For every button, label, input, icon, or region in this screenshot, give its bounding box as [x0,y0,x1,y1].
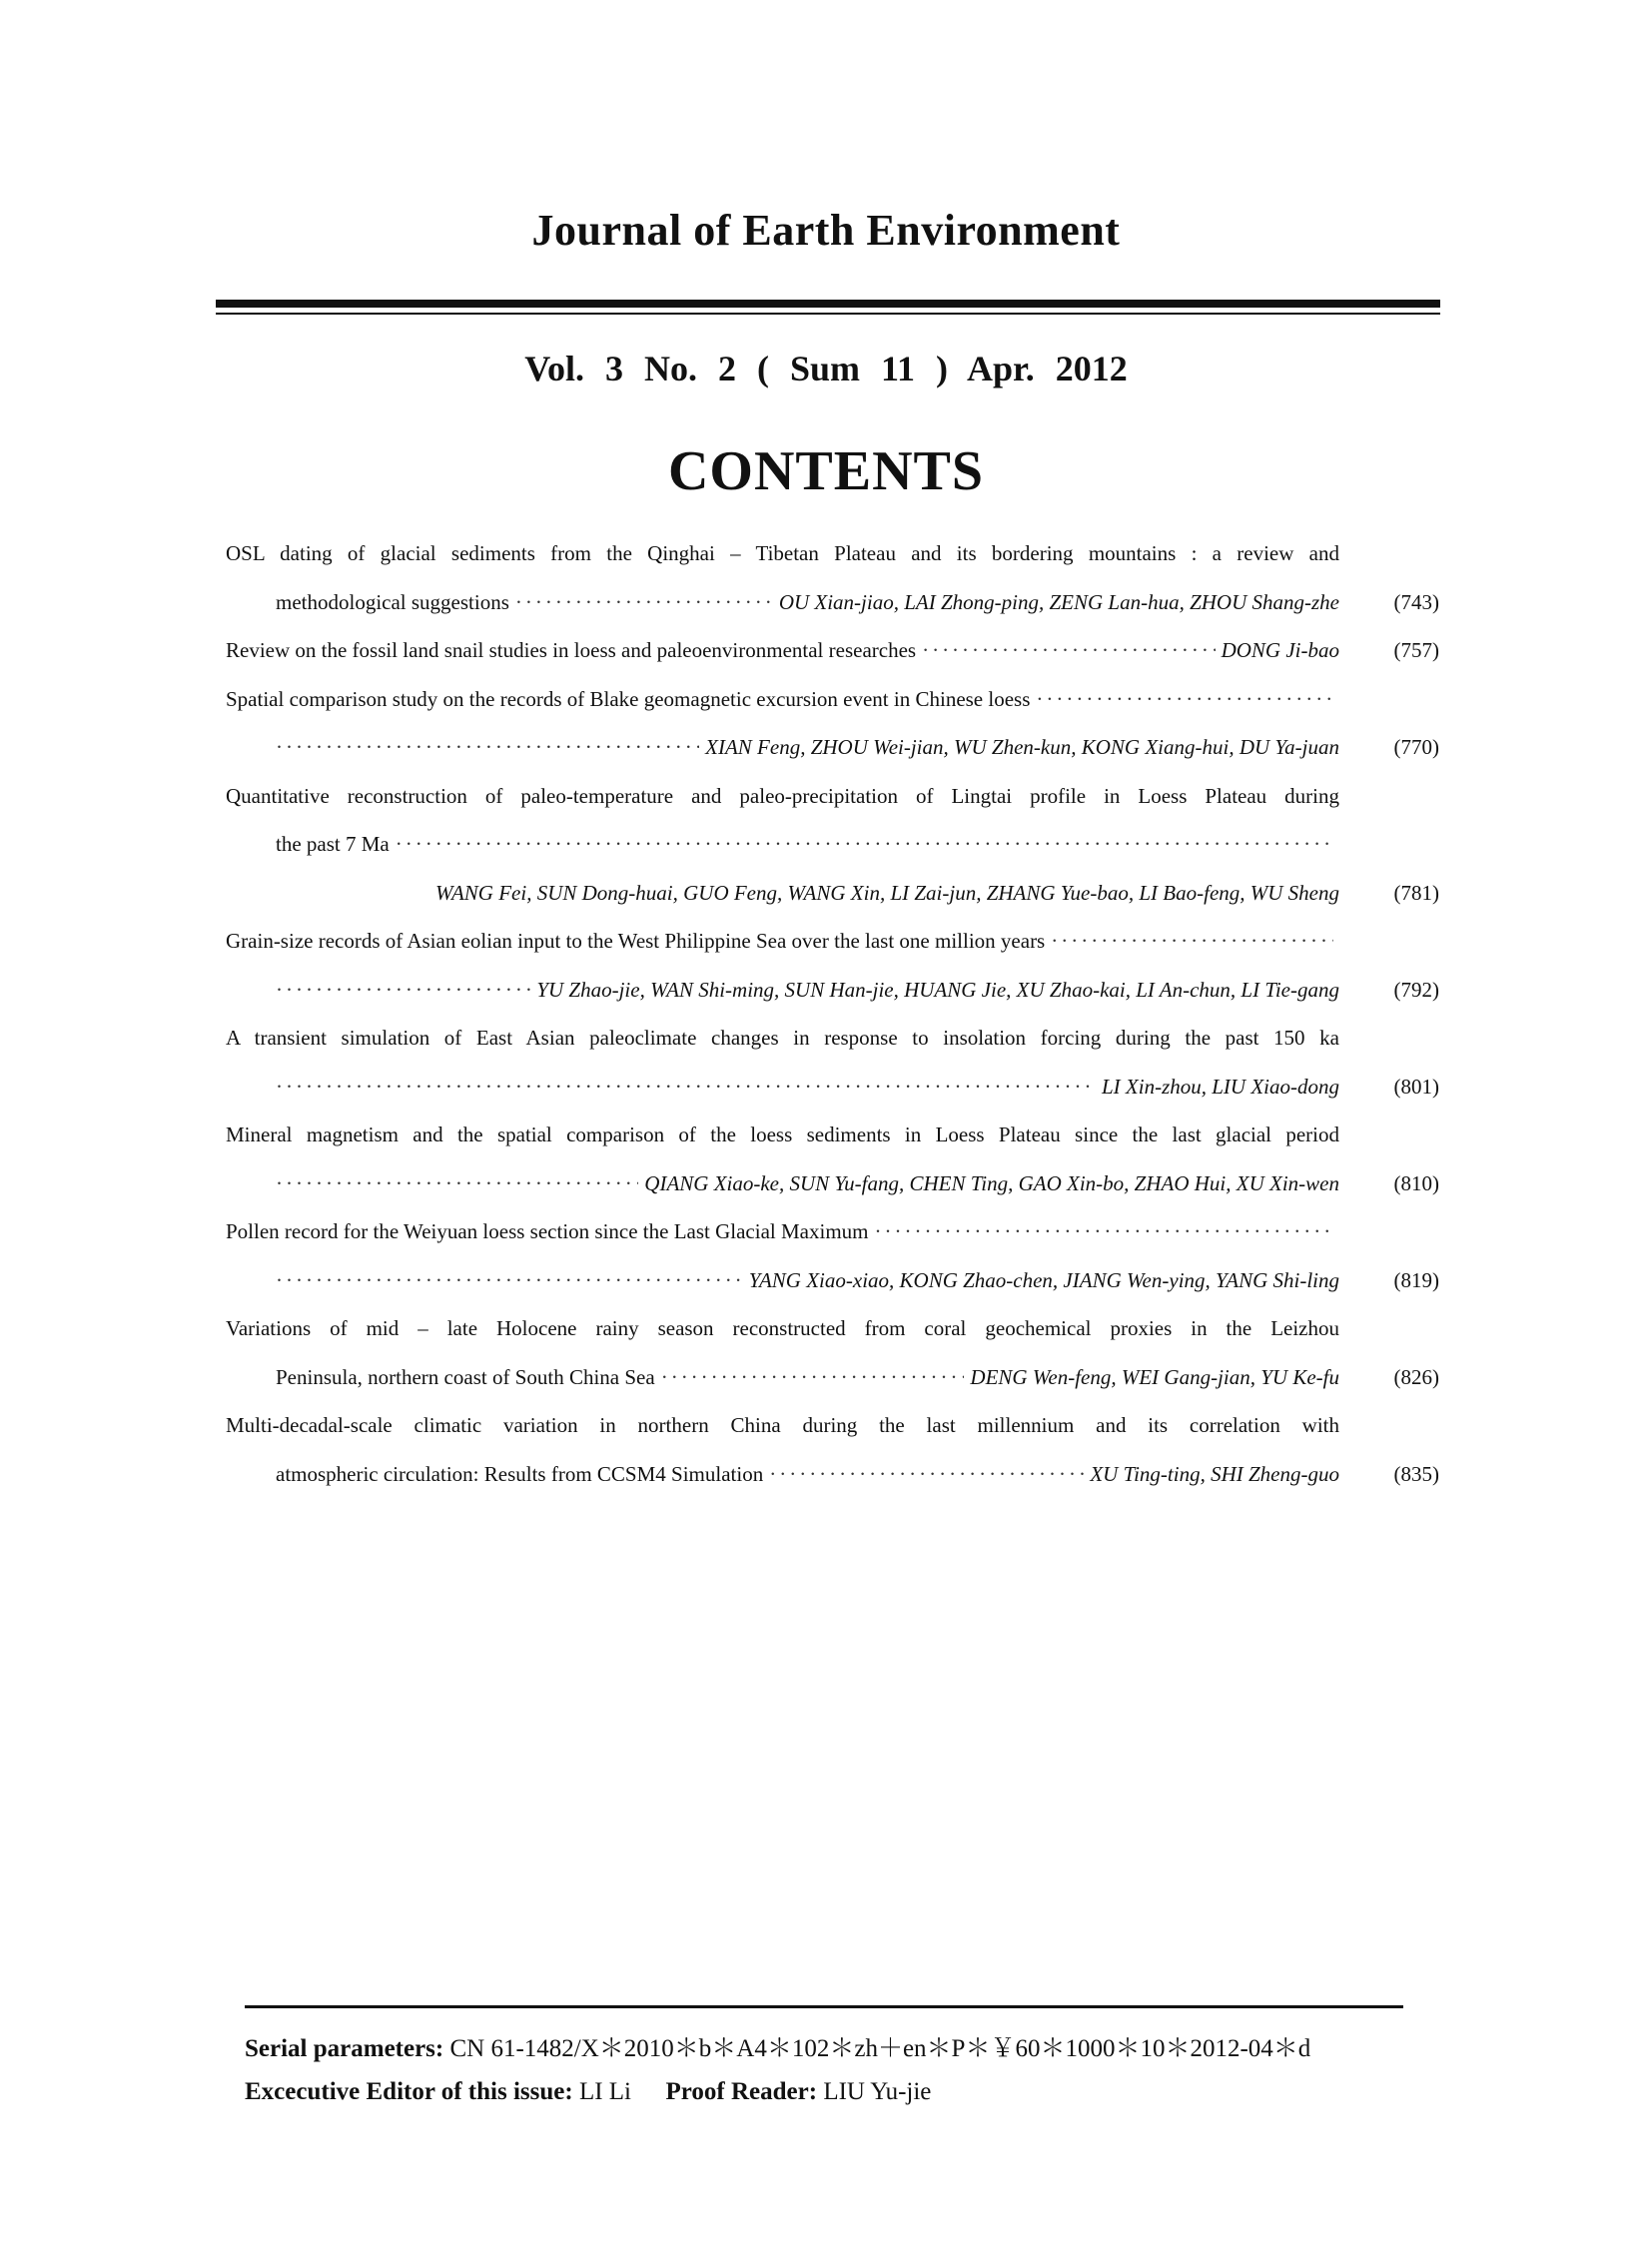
leader-dots [661,1353,965,1402]
editor-value: LI Li [578,2078,632,2105]
editor-label: Excecutive Editor of this issue: [245,2078,573,2105]
leader-dots [1051,917,1333,966]
article-authors: XIAN Feng, ZHOU Wei-jian, WU Zhen-kun, KONG Xiang-hui, DU Ya-juan [705,735,1339,759]
leader-dots [276,723,699,772]
article-title: Pollen record for the Weiyuan loess section since the Last Glacial Maximum [226,1219,869,1243]
page-number: (826) [1393,1364,1439,1389]
proof-reader-value: LIU Yu-jie [823,2078,932,2105]
article-title: Multi-decadal-scale climatic variation in northern China during the last millennium and its correlation with [226,1413,1339,1437]
toc-entry[interactable] [226,772,1439,918]
page-number: (819) [1393,1267,1439,1292]
article-title: Grain-size records of Asian eolian input to the West Philippine Sea over the last one million years [226,929,1046,953]
article-title-continued: atmospheric circulation: Results from CCSM4 Simulation [276,1461,764,1486]
serial-label: Serial parameters: [245,2035,444,2062]
toc-entry[interactable] [226,675,1439,772]
toc-entry[interactable] [226,1304,1439,1401]
article-title: A transient simulation of East Asian paleoclimate changes in response to insolation forcing during the past 150 ka [226,1026,1339,1050]
contents-heading: CONTENTS [667,440,985,502]
article-authors: OU Xian-jiao, LAI Zhong-ping, ZENG Lan-hua, ZHOU Shang-zhe [778,589,1339,614]
toc-entry[interactable] [226,1014,1439,1111]
article-title: Mineral magnetism and the spatial comparison of the loess sediments in Loess Plateau since the last glacial period [226,1122,1339,1146]
article-title-continued: Peninsula, northern coast of South China Sea [276,1364,655,1389]
editor-line [245,2070,1310,2113]
page-number: (743) [1393,589,1439,614]
article-authors: DONG Ji-bao [1221,638,1339,662]
toc-entry[interactable] [226,1207,1439,1304]
issue-info: Vol. 3 No. 2 ( Sum 11 ) Apr. 2012 [524,349,1128,388]
article-authors: LI Xin-zhou, LIU Xiao-dong [1102,1074,1339,1099]
article-title-continued: the past 7 Ma [276,832,390,856]
leader-dots [769,1450,1084,1499]
article-title: Variations of mid – late Holocene rainy season reconstructed from coral geochemical proxies in the Leizhou [226,1316,1339,1340]
page-number: (770) [1393,735,1439,759]
leader-dots [396,820,1333,869]
proof-reader-label: Proof Reader: [665,2078,818,2105]
leader-dots [276,1159,638,1208]
page-number: (792) [1393,977,1439,1002]
header-rule-thick [216,300,1440,308]
toc-entry[interactable] [226,626,1439,675]
article-title: OSL dating of glacial sediments from the Qinghai – Tibetan Plateau and its bordering mountains : a review and [226,541,1339,565]
page-number: (835) [1393,1461,1439,1486]
page-number: (801) [1393,1074,1439,1099]
header-rule-thin [216,313,1440,315]
article-authors: WANG Fei, SUN Dong-huai, GUO Feng, WANG Xin, LI Zai-jun, ZHANG Yue-bao, LI Bao-feng, WU Sheng [434,880,1339,905]
toc-entry[interactable] [226,1111,1439,1207]
article-authors: DENG Wen-feng, WEI Gang-jian, YU Ke-fu [970,1364,1339,1389]
article-title: Review on the fossil land snail studies in loess and paleoenvironmental researches [226,638,917,662]
toc-entry[interactable] [226,529,1439,626]
table-of-contents [226,529,1439,1498]
leader-dots [1036,675,1333,724]
article-title-continued: methodological suggestions [276,589,509,614]
article-authors: YANG Xiao-xiao, KONG Zhao-chen, JIANG Wen-ying, YANG Shi-ling [748,1267,1339,1292]
leader-dots [875,1207,1334,1256]
leader-dots [276,1256,743,1305]
toc-entry[interactable] [226,917,1439,1014]
page-number: (810) [1393,1170,1439,1195]
page-number: (757) [1393,638,1439,662]
toc-entry[interactable] [226,1401,1439,1498]
footer-rule [245,2005,1403,2008]
article-authors: XU Ting-ting, SHI Zheng-guo [1090,1461,1339,1486]
article-title: Quantitative reconstruction of paleo-temperature and paleo-precipitation of Lingtai profile in Loess Plateau during [226,783,1339,808]
leader-dots [515,578,773,627]
leader-dots [276,966,530,1015]
article-authors: YU Zhao-jie, WAN Shi-ming, SUN Han-jie, HUANG Jie, XU Zhao-kai, LI An-chun, LI Tie-gang [536,977,1339,1002]
footer [245,2027,1310,2113]
serial-parameters [245,2027,1310,2070]
leader-dots [922,626,1216,675]
serial-value: CN 61-1482/X＊2010＊b＊A4＊102＊zh＋en＊P＊￥60＊1000＊10＊2012-04＊d [449,2035,1311,2062]
page-number: (781) [1393,880,1439,905]
leader-dots [276,1063,1096,1112]
article-title: Spatial comparison study on the records of Blake geomagnetic excursion event in Chinese loess [226,686,1031,711]
article-authors: QIANG Xiao-ke, SUN Yu-fang, CHEN Ting, GAO Xin-bo, ZHAO Hui, XU Xin-wen [644,1170,1339,1195]
journal-title: Journal of Earth Environment [531,206,1121,255]
